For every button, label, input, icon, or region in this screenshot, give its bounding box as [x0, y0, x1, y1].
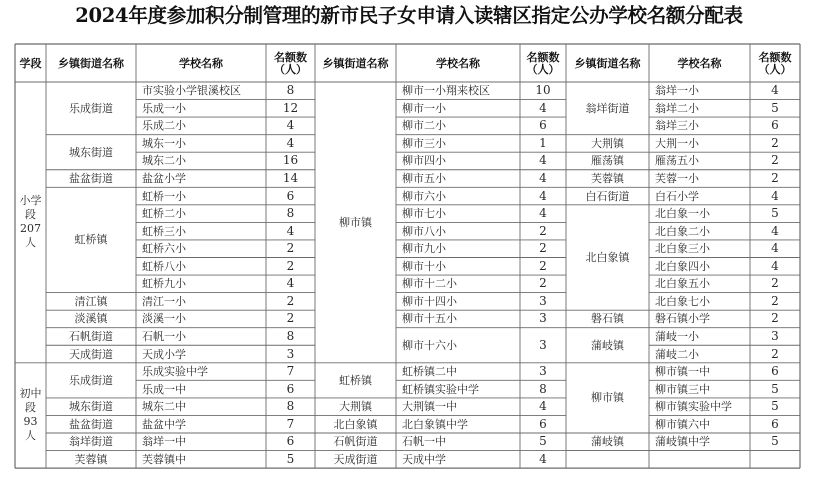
quota-value: 4 [771, 241, 779, 256]
town-cell: 虹桥镇 [339, 373, 372, 387]
school-name: 虹桥八小 [142, 259, 186, 273]
school-name: 翁垟一小 [655, 84, 699, 98]
town-cell: 天成街道 [333, 452, 378, 466]
quota-value: 12 [282, 100, 299, 115]
quota-value: 10 [535, 83, 551, 98]
town-cell: 雁荡镇 [591, 154, 624, 168]
quota-value: 8 [286, 328, 295, 343]
school-name: 城东一小 [142, 136, 186, 150]
quota-value: 1 [539, 135, 547, 150]
quota-value: 5 [286, 451, 295, 466]
quota-value: 2 [771, 346, 779, 361]
quota-value: 7 [286, 416, 295, 431]
town-cell: 大荆镇 [591, 136, 624, 150]
school-name: 大荆一小 [655, 136, 699, 150]
town-cell: 石帆街道 [333, 435, 378, 449]
header-quota-label: 名额数 [274, 50, 307, 64]
school-name: 大荆镇一中 [402, 400, 457, 414]
header-school: 学校名称 [179, 56, 223, 70]
document-title: 2024年度参加积分制管理的新市民子女申请入读辖区指定公办学校名额分配表 [75, 4, 743, 27]
quota-value: 2 [539, 223, 547, 238]
quota-value: 5 [771, 399, 779, 414]
school-name: 天成小学 [142, 347, 186, 361]
quota-value: 2 [771, 311, 779, 326]
town-cell: 大荆镇 [339, 400, 372, 414]
quota-value: 3 [286, 346, 295, 361]
quota-value: 4 [771, 83, 779, 98]
quota-value: 5 [771, 434, 779, 449]
school-name: 蒲岐一小 [655, 329, 699, 343]
quota-value: 2 [771, 276, 779, 291]
school-name: 柳市镇三中 [655, 382, 710, 396]
school-name: 芙蓉一小 [655, 172, 699, 186]
school-name: 柳市八小 [402, 224, 446, 238]
school-name: 虹桥镇实验中学 [402, 382, 479, 396]
school-name: 清江一小 [142, 294, 186, 308]
school-name: 盐盆中学 [142, 417, 186, 431]
quota-value: 4 [539, 153, 547, 168]
quota-value: 5 [771, 381, 779, 396]
school-name: 柳市五小 [402, 172, 446, 186]
school-name: 北白象七小 [655, 294, 710, 308]
stage-primary-text: 人 [25, 236, 36, 250]
quota-value: 7 [286, 364, 295, 379]
school-name: 北白象一小 [655, 207, 710, 221]
town-cell: 盐盆街道 [69, 417, 113, 431]
header-town-2: 乡镇街道名称 [322, 56, 389, 70]
quota-value: 6 [771, 118, 779, 133]
stage-primary-text: 207 [20, 222, 41, 236]
school-name: 柳市四小 [402, 154, 446, 168]
town-cell: 北白象镇 [585, 250, 630, 264]
school-name: 柳市镇一中 [655, 365, 710, 379]
quota-value: 2 [539, 276, 547, 291]
header-quota-unit: （人） [758, 62, 792, 76]
quota-value: 2 [286, 293, 295, 308]
stage-middle-text: 初中 [19, 387, 42, 401]
quota-value: 6 [286, 188, 295, 203]
town-cell: 蒲岐镇 [591, 435, 624, 449]
quota-value: 6 [286, 381, 295, 396]
school-name: 天成中学 [402, 452, 446, 466]
quota-value: 2 [286, 258, 295, 273]
town-cell: 翁垟街道 [585, 101, 630, 115]
school-name: 柳市十二小 [402, 277, 457, 291]
school-name: 柳市三小 [402, 136, 446, 150]
town-cell: 北白象镇 [333, 417, 378, 431]
quota-value: 4 [771, 258, 779, 273]
quota-value: 6 [539, 118, 547, 133]
school-name: 乐成一小 [142, 101, 186, 115]
school-name: 虹桥九小 [142, 277, 186, 291]
quota-value: 5 [771, 100, 779, 115]
header-school-2: 学校名称 [436, 56, 480, 70]
quota-value: 3 [771, 328, 779, 343]
school-name: 虹桥一小 [142, 189, 186, 203]
school-name: 柳市九小 [402, 242, 446, 256]
quota-value: 4 [771, 223, 779, 238]
quota-value: 4 [539, 206, 547, 221]
school-name: 虹桥三小 [142, 224, 186, 238]
school-name: 城东二小 [142, 154, 186, 168]
quota-value: 4 [286, 118, 295, 133]
header-school-3: 学校名称 [677, 56, 722, 70]
town-cell: 城东街道 [69, 400, 113, 414]
quota-value: 5 [771, 206, 779, 221]
quota-value: 4 [539, 100, 547, 115]
town-cell: 芙蓉镇 [591, 172, 624, 186]
stage-middle-text: 93 [23, 415, 38, 429]
school-name: 乐成二小 [142, 119, 186, 133]
quota-value: 16 [282, 153, 299, 168]
town-cell: 蒲岐镇 [591, 338, 624, 352]
quota-value: 2 [286, 241, 295, 256]
quota-value: 4 [286, 223, 295, 238]
header-town-3: 乡镇街道名称 [574, 56, 641, 70]
stage-primary-text: 小学 [19, 194, 42, 208]
town-cell: 盐盆街道 [69, 172, 113, 186]
school-name: 柳市六小 [402, 189, 446, 203]
quota-value: 8 [286, 206, 295, 221]
quota-value: 2 [771, 153, 779, 168]
school-name: 石帆一中 [402, 435, 446, 449]
school-name: 雁荡五小 [655, 154, 699, 168]
school-name: 翁垟二小 [655, 101, 699, 115]
quota-value: 14 [282, 171, 299, 186]
town-cell: 乐成街道 [69, 101, 113, 115]
quota-value: 2 [771, 293, 779, 308]
school-name: 乐成一中 [142, 382, 186, 396]
quota-value: 6 [539, 416, 547, 431]
school-name: 柳市七小 [402, 207, 446, 221]
header-quota-2 [520, 44, 566, 82]
quota-value: 6 [771, 416, 779, 431]
school-name: 柳市十四小 [402, 294, 457, 308]
quota-value: 8 [539, 381, 547, 396]
quota-value: 8 [286, 399, 295, 414]
header-quota-label: 名额数 [758, 50, 792, 64]
town-cell: 乐成街道 [69, 373, 113, 387]
school-name: 石帆一小 [142, 329, 186, 343]
town-cell: 清江镇 [74, 294, 108, 308]
town-cell: 城东街道 [69, 145, 113, 159]
school-name: 盐盆小学 [142, 172, 186, 186]
stage-primary [15, 82, 46, 363]
school-name: 柳市十五小 [402, 312, 457, 326]
quota-value: 4 [286, 135, 295, 150]
school-name: 北白象二小 [655, 224, 710, 238]
school-name: 虹桥六小 [142, 242, 186, 256]
quota-value: 2 [771, 171, 779, 186]
school-name: 柳市镇实验中学 [655, 400, 732, 414]
quota-value: 3 [539, 337, 547, 352]
quota-value: 4 [286, 276, 295, 291]
school-name: 柳市十六小 [402, 338, 457, 352]
school-name: 北白象三小 [655, 242, 710, 256]
school-name: 翁垟一中 [142, 435, 186, 449]
quota-value: 2 [539, 241, 547, 256]
quota-value: 3 [539, 364, 547, 379]
stage-middle-text: 段 [25, 401, 36, 415]
quota-value: 5 [539, 434, 547, 449]
header-quota-label: 名额数 [526, 50, 560, 64]
school-name: 蒲岐镇中学 [655, 435, 710, 449]
quota-value: 2 [539, 258, 547, 273]
town-cell: 柳市镇 [591, 391, 624, 405]
quota-value: 3 [539, 311, 547, 326]
school-name: 城东二中 [142, 400, 186, 414]
school-name: 乐成实验中学 [142, 365, 208, 379]
school-name: 白石小学 [655, 189, 699, 203]
school-name: 芙蓉镇中 [142, 452, 186, 466]
school-name: 虹桥镇二中 [402, 365, 457, 379]
school-name: 北白象镇中学 [402, 417, 468, 431]
school-name: 柳市一小 [402, 101, 446, 115]
school-name: 柳市镇六中 [655, 417, 710, 431]
school-name: 蒲岐二小 [655, 347, 699, 361]
school-name: 翁垟三小 [655, 119, 699, 133]
quota-value: 4 [539, 171, 547, 186]
quota-value: 6 [286, 434, 295, 449]
header-quota-unit: （人） [526, 62, 560, 76]
town-cell: 天成街道 [69, 347, 113, 361]
stage-middle [15, 363, 46, 468]
town-cell: 柳市镇 [339, 215, 372, 229]
header-quota-unit: （人） [274, 62, 307, 76]
school-name: 柳市十小 [402, 259, 446, 273]
school-name: 北白象四小 [655, 259, 710, 273]
school-name: 磐石镇小学 [655, 312, 710, 326]
stage-middle-text: 人 [25, 429, 36, 443]
school-name: 淡溪一小 [142, 312, 186, 326]
town-cell: 淡溪镇 [74, 312, 108, 326]
stage-primary-text: 段 [25, 208, 36, 222]
quota-value: 4 [539, 188, 547, 203]
quota-value: 4 [539, 399, 547, 414]
quota-value: 4 [771, 188, 779, 203]
town-cell: 翁垟街道 [69, 435, 113, 449]
header-quota-1 [266, 44, 315, 82]
school-name: 柳市一小翔来校区 [402, 84, 490, 98]
quota-value: 4 [539, 451, 547, 466]
school-name: 北白象五小 [655, 277, 710, 291]
quota-value: 3 [539, 293, 547, 308]
town-cell: 芙蓉镇 [74, 452, 108, 466]
quota-value: 2 [286, 311, 295, 326]
quota-value: 2 [771, 135, 779, 150]
school-name: 柳市二小 [402, 119, 446, 133]
quota-value: 8 [286, 83, 295, 98]
header-town: 乡镇街道名称 [58, 56, 124, 70]
school-name: 虹桥二小 [142, 207, 186, 221]
town-cell: 磐石镇 [591, 312, 624, 326]
header-quota-3 [750, 44, 800, 82]
quota-value: 6 [771, 364, 779, 379]
town-cell: 虹桥镇 [74, 233, 108, 247]
town-cell: 白石街道 [585, 189, 630, 203]
header-stage: 学段 [19, 56, 42, 70]
town-cell: 石帆街道 [69, 329, 113, 343]
school-name: 市实验小学银溪校区 [142, 84, 241, 98]
